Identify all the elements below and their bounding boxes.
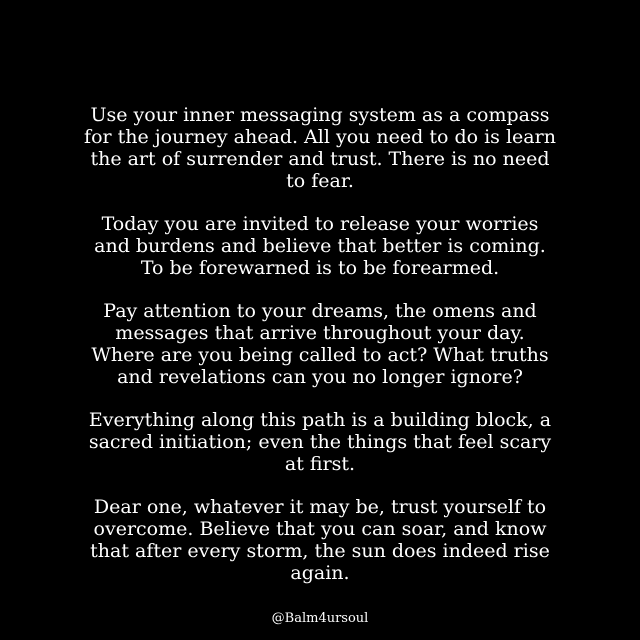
paragraph-dreams-omens bbox=[60, 300, 580, 388]
text-line: the art of surrender and trust. There is no need bbox=[90, 148, 550, 170]
text-line: overcome. Believe that you can soar, and know bbox=[93, 518, 547, 540]
text-line: Use your inner messaging system as a compass bbox=[90, 104, 550, 126]
text-line: Everything along this path is a building block, a bbox=[88, 409, 552, 431]
message-body bbox=[60, 104, 580, 605]
paragraph-dear-one bbox=[60, 496, 580, 584]
text-line: Where are you being called to act? What truths bbox=[91, 344, 549, 366]
text-line: and revelations can you no longer ignore? bbox=[117, 366, 523, 388]
text-line: to fear. bbox=[286, 170, 354, 192]
author-handle: @Balm4ursoul bbox=[271, 611, 369, 626]
text-line: messages that arrive throughout your day. bbox=[115, 322, 525, 344]
text-line: and burdens and believe that better is coming. bbox=[94, 235, 546, 257]
text-line: Pay attention to your dreams, the omens and bbox=[103, 300, 537, 322]
text-line: at first. bbox=[284, 453, 356, 475]
paragraph-compass bbox=[60, 104, 580, 192]
text-line: for the journey ahead. All you need to do is learn bbox=[84, 126, 556, 148]
text-line: To be forewarned is to be forearmed. bbox=[140, 257, 500, 279]
text-line: Dear one, whatever it may be, trust yourself to bbox=[93, 496, 547, 518]
text-line: Today you are invited to release your worries bbox=[101, 213, 539, 235]
text-line: sacred initiation; even the things that feel scary bbox=[88, 431, 552, 453]
paragraph-release-worries bbox=[60, 213, 580, 279]
text-line: again. bbox=[290, 562, 350, 584]
text-line: that after every storm, the sun does indeed rise bbox=[90, 540, 550, 562]
paragraph-building-block bbox=[60, 409, 580, 475]
